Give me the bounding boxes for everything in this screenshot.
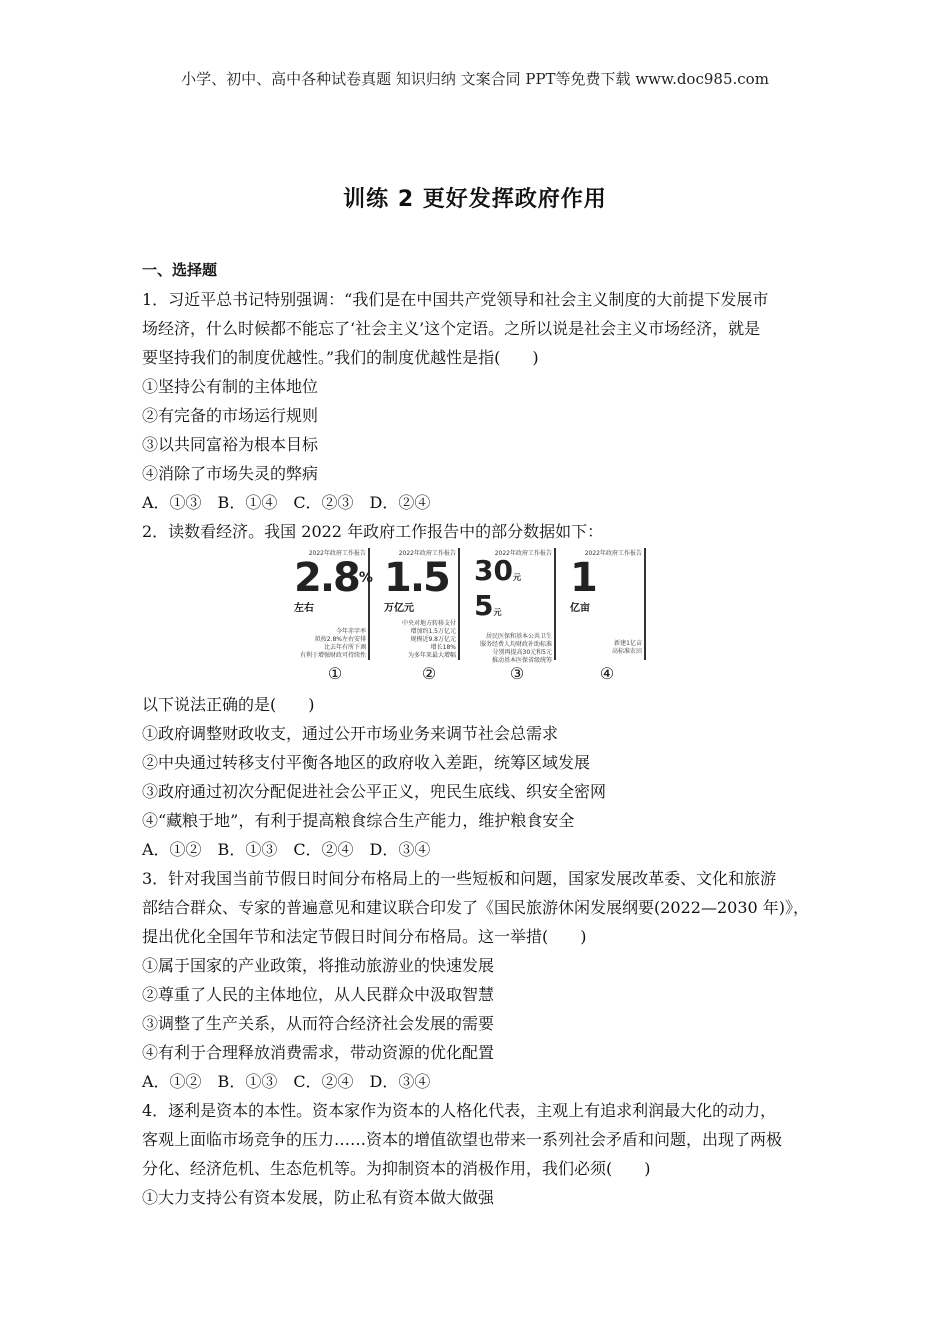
q4-option-1: ①大力支持公有资本发展，防止私有资本做大做强 (142, 1188, 495, 1207)
q3-stem-line-3: 提出优化全国年节和法定节假日时间分布格局。这一举措( ) (142, 927, 587, 946)
panel-2-desc-3: 规模近9.8万亿元 (410, 636, 456, 643)
q1-option-4: ④消除了市场失灵的弊病 (142, 464, 319, 483)
panel-1-value-unit: % (358, 570, 373, 586)
question-content (142, 256, 822, 1212)
panel-3-number: ③ (509, 664, 525, 683)
section-heading: 一、选择题 (142, 261, 218, 279)
panel-4-value: 1 (570, 555, 596, 601)
panel-2-unit: 万亿元 (384, 603, 414, 614)
q3-stem-line-2: 部结合群众、专家的普遍意见和建议联合印发了《国民旅游休闲发展纲要(2022—2030 年)》， (142, 898, 810, 917)
q2-option-1: ①政府调整财政收支，通过公开市场业务来调节社会总需求 (142, 724, 559, 743)
q1-option-1: ①坚持公有制的主体地位 (142, 377, 319, 396)
panel-2-title: 2022年政府工作报告 (398, 550, 456, 557)
q1-option-2: ②有完备的市场运行规则 (142, 406, 319, 425)
panel-3-value-1-unit: 元 (512, 573, 521, 582)
panel-1-desc-2: 拟按2.8%左右安排 (314, 636, 366, 643)
q3-option-4: ④有利于合理释放消费需求，带动资源的优化配置 (142, 1043, 495, 1062)
panel-1-desc-3: 比去年有所下调 (323, 644, 366, 651)
q1-answers: A．①③ B．①④ C．②③ D．②④ (142, 493, 431, 512)
page-title: 训练 2 更好发挥政府作用 (343, 187, 607, 212)
panel-3-desc-1: 居民医保和基本公共卫生 (485, 633, 552, 640)
panel-1-desc-1: 今年赤字率 (335, 628, 366, 635)
panel-2-desc-1: 中央对地方转移支付 (401, 620, 456, 627)
panel-1-number: ① (327, 664, 343, 683)
q1-stem-line-2: 场经济，什么时候都不能忘了‘社会主义’这个定语。之所以说是社会主义市场经济，就是 (142, 319, 761, 338)
panel-3-desc-2: 服务经费人均财政补助标准 (479, 641, 552, 648)
panel-3-desc-4: 推动基本医保省级统筹 (491, 657, 552, 664)
q4-stem-line-1: 4．逐利是资本的本性。资本家作为资本的人格化代表，主观上有追求利润最大化的动力， (142, 1101, 777, 1120)
q4-stem-line-2: 客观上面临市场竞争的压力……资本的增值欲望也带来一系列社会矛盾和问题，出现了两极 (142, 1130, 783, 1149)
panel-1-unit: 左右 (294, 603, 314, 614)
panel-4-title: 2022年政府工作报告 (584, 550, 642, 557)
q3-option-2: ②尊重了人民的主体地位，从人民群众中汲取智慧 (142, 985, 495, 1004)
panel-2-desc-2: 增加约1.5万亿元 (410, 628, 456, 635)
q2-prompt: 以下说法正确的是( ) (142, 695, 315, 714)
panel-4-desc-1: 新建1亿亩 (614, 640, 642, 647)
panel-3-title: 2022年政府工作报告 (494, 550, 552, 557)
panel-2-desc-4: 增长18% (430, 644, 456, 651)
q1-stem-line-3: 要坚持我们的制度优越性。”我们的制度优越性是指( ) (142, 348, 539, 367)
panel-1-title: 2022年政府工作报告 (308, 550, 366, 557)
q2-stem: 2．读数看经济。我国 2022 年政府工作报告中的部分数据如下： (142, 522, 604, 541)
panel-3-value-2: 5 (474, 589, 494, 622)
q2-option-2: ②中央通过转移支付平衡各地区的政府收入差距，统筹区域发展 (142, 753, 591, 772)
panel-4-number: ④ (599, 664, 615, 683)
q2-option-4: ④“藏粮于地”，有利于提高粮食综合生产能力，维护粮食安全 (142, 811, 575, 830)
q2-option-3: ③政府通过初次分配促进社会公平正义，兜民生底线、织安全密网 (142, 782, 607, 801)
panel-1-value: 2.8 (294, 555, 359, 601)
figure-panel-4 (570, 548, 646, 660)
q4-stem-line-3: 分化、经济危机、生态危机等。为抑制资本的消极作用，我们必须( ) (142, 1159, 651, 1178)
panel-4-desc-2: 高标准农田 (611, 648, 642, 655)
figure-panel-3 (474, 548, 556, 664)
panel-2-desc-5: 为多年来最大增幅 (407, 652, 456, 659)
q1-option-3: ③以共同富裕为根本目标 (142, 435, 319, 454)
panel-1-desc-4: 有利于增强财政可持续性 (299, 652, 366, 659)
panel-3-desc-3: 分别再提高30元和5元 (492, 649, 552, 656)
q2-data-figure (142, 548, 822, 690)
panel-3-value-2-unit: 元 (493, 608, 502, 617)
panel-3-value-1: 30 (474, 554, 513, 587)
q1-stem-line-1: 1．习近平总书记特别强调：“我们是在中国共产党领导和社会主义制度的大前提下发展市 (142, 290, 769, 309)
panel-4-unit: 亿亩 (570, 603, 590, 614)
q3-option-1: ①属于国家的产业政策，将推动旅游业的快速发展 (142, 956, 495, 975)
figure-panel-2 (384, 548, 460, 660)
page-header: 小学、初中、高中各种试卷真题 知识归纳 文案合同 PPT等免费下载 www.doc985.com (181, 70, 769, 88)
panel-2-number: ② (421, 664, 437, 683)
q3-stem-line-1: 3．针对我国当前节假日时间分布格局上的一些短板和问题，国家发展改革委、文化和旅游 (142, 869, 777, 888)
panel-2-value: 1.5 (384, 555, 449, 601)
q3-option-3: ③调整了生产关系，从而符合经济社会发展的需要 (142, 1014, 495, 1033)
q2-answers: A．①② B．①③ C．②④ D．③④ (142, 840, 431, 859)
figure-panel-1 (294, 548, 373, 660)
q3-answers: A．①② B．①③ C．②④ D．③④ (142, 1072, 431, 1091)
